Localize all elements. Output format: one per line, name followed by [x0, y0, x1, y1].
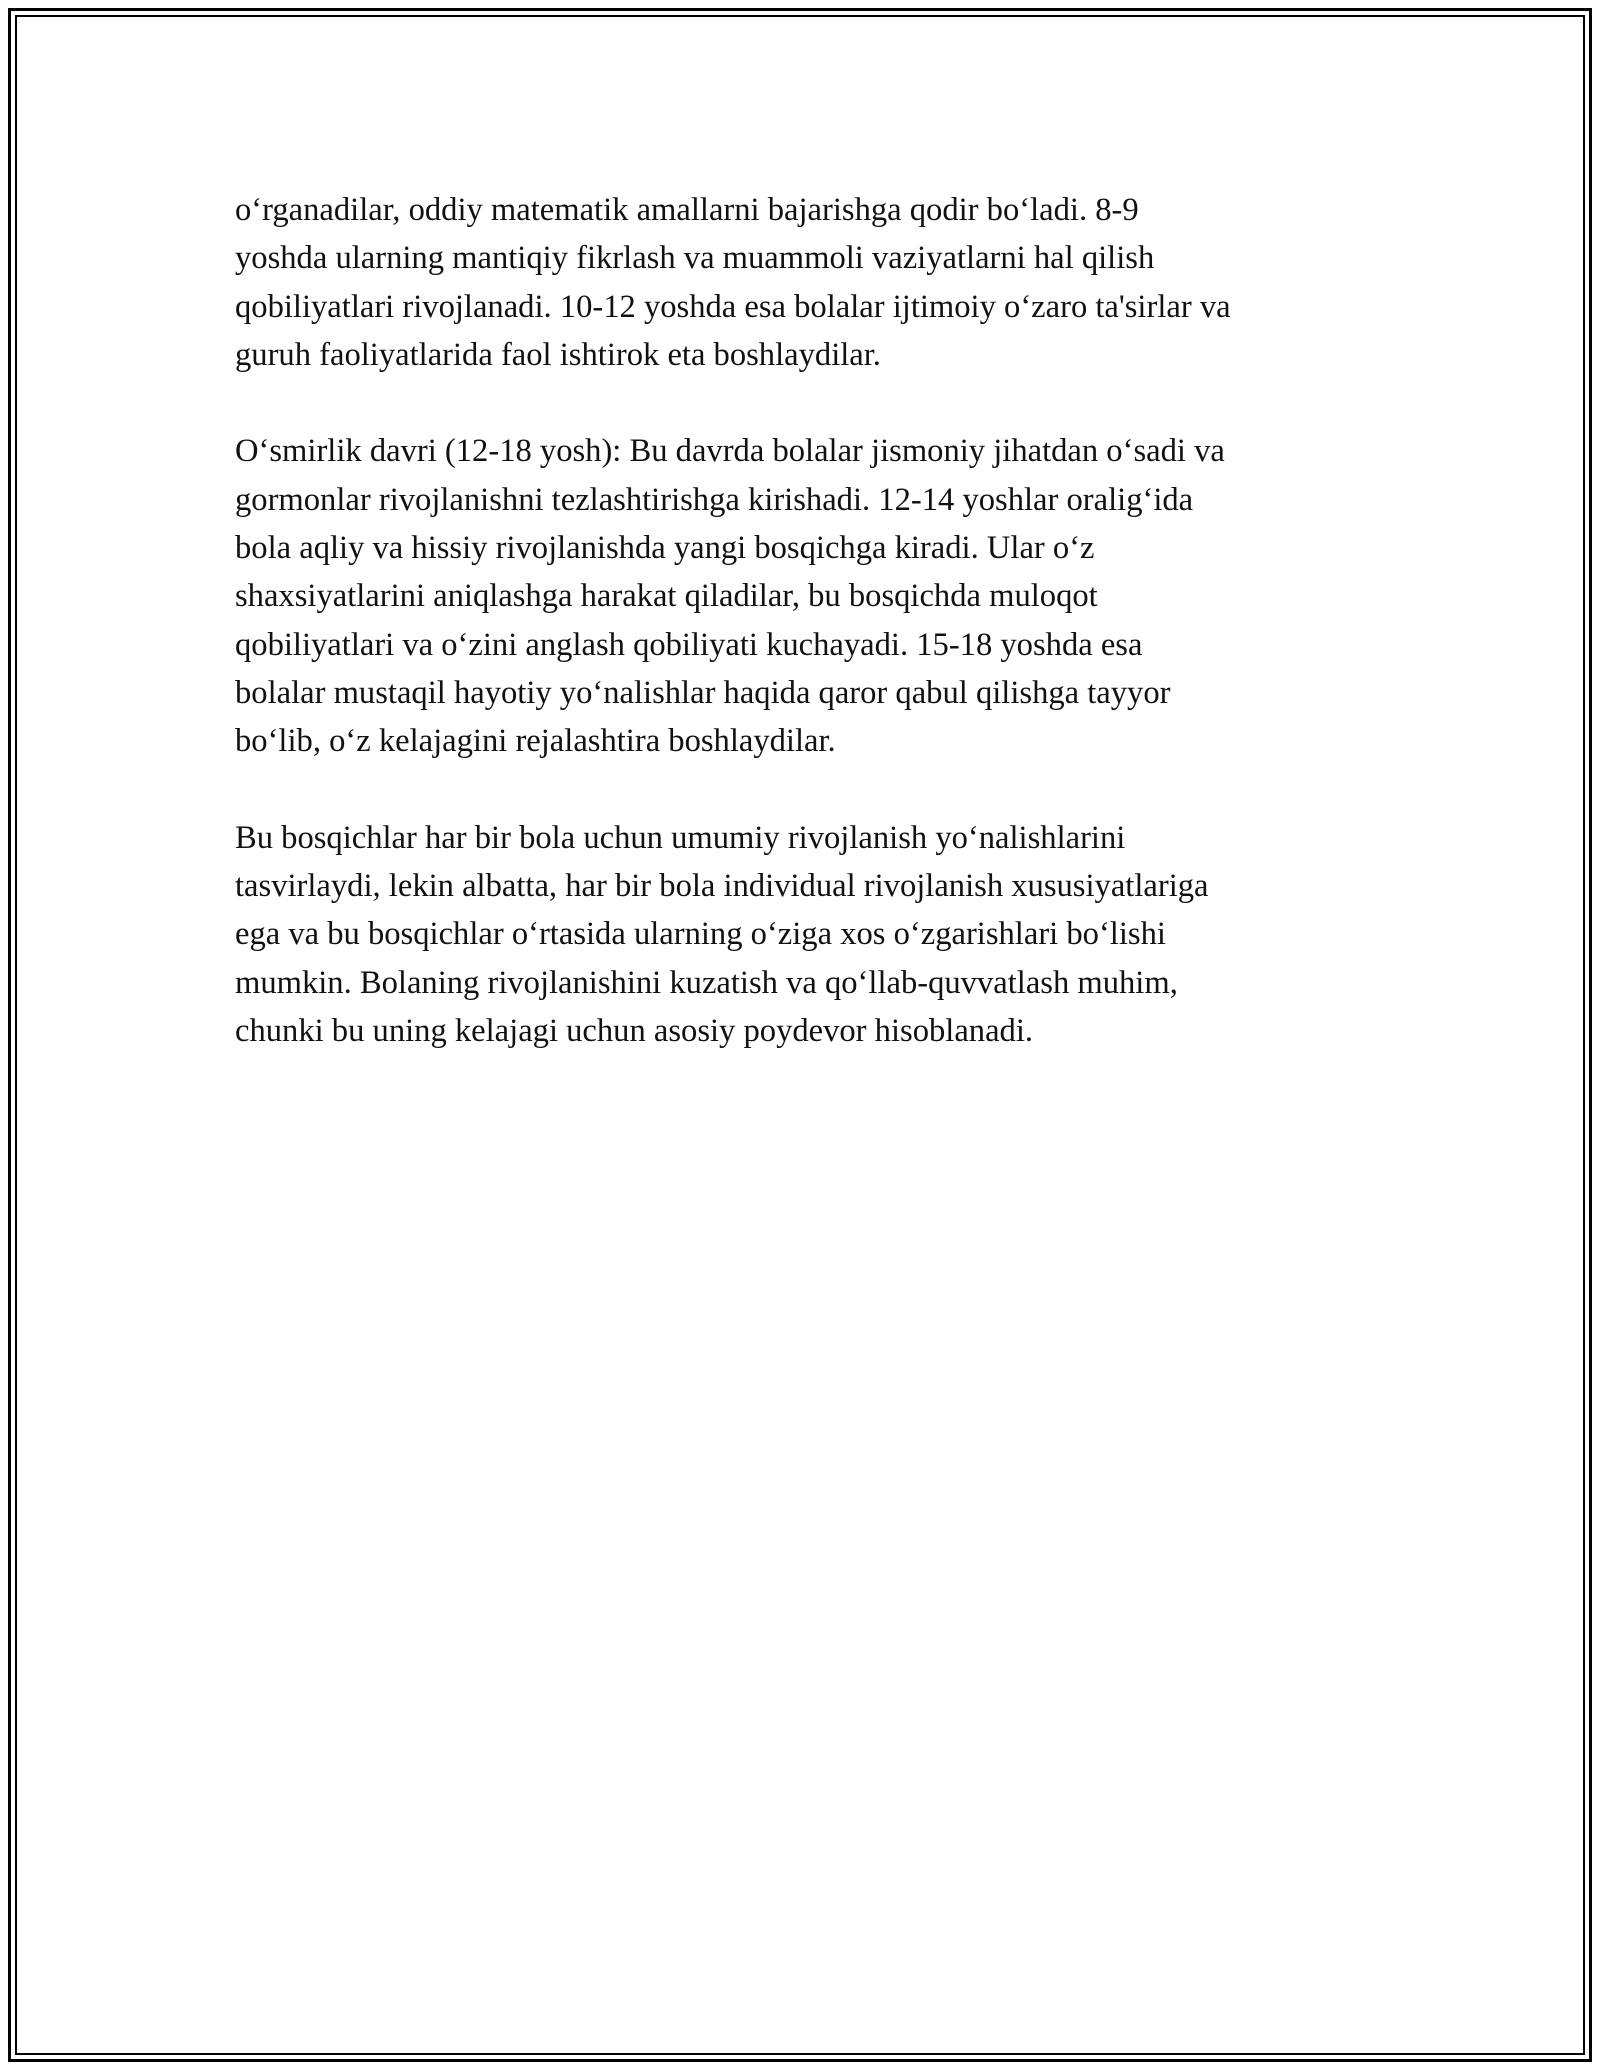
text-line: tasvirlaydi, lekin albatta, har bir bola individual rivojlanish xususiyatlariga [235, 868, 1209, 905]
text-line: yoshda ularning mantiqiy fikrlash va muammoli vaziyatlarni hal qilish [235, 240, 1155, 277]
text-line: O‘smirlik davri (12-18 yosh): Bu davrda bolalar jismoniy jihatdan o‘sadi va [235, 433, 1225, 470]
document-body [235, 186, 1375, 1104]
text-line: bo‘lib, o‘z kelajagini rejalashtira boshlaydilar. [235, 723, 836, 760]
paragraph-2 [235, 427, 1375, 765]
paragraph-3 [235, 814, 1375, 1055]
text-line: bola aqliy va hissiy rivojlanishda yangi bosqichga kiradi. Ular o‘z [235, 530, 1095, 567]
text-line: bolalar mustaqil hayotiy yo‘nalishlar haqida qaror qabul qilishga tayyor [235, 674, 1171, 711]
text-line: guruh faoliyatlarida faol ishtirok eta boshlaydilar. [235, 336, 881, 373]
text-line: qobiliyatlari va o‘zini anglash qobiliyati kuchayadi. 15-18 yoshda esa [235, 626, 1143, 663]
text-line: chunki bu uning kelajagi uchun asosiy poydevor hisoblanadi. [235, 1013, 1034, 1050]
text-line: shaxsiyatlarini aniqlashga harakat qiladilar, bu bosqichda muloqot [235, 578, 1098, 615]
text-line: ega va bu bosqichlar o‘rtasida ularning o‘ziga xos o‘zgarishlari bo‘lishi [235, 916, 1166, 953]
text-line: gormonlar rivojlanishni tezlashtirishga kirishadi. 12-14 yoshlar oralig‘ida [235, 481, 1194, 518]
text-line: Bu bosqichlar har bir bola uchun umumiy rivojlanish yo‘nalishlarini [235, 819, 1126, 856]
text-line: qobiliyatlari rivojlanadi. 10-12 yoshda esa bolalar ijtimoiy o‘zaro ta'sirlar va [235, 288, 1231, 325]
text-line: o‘rganadilar, oddiy matematik amallarni bajarishga qodir bo‘ladi. 8-9 [235, 192, 1139, 228]
paragraph-1 [235, 186, 1375, 379]
text-line: mumkin. Bolaning rivojlanishini kuzatish va qo‘llab-quvvatlash muhim, [235, 964, 1178, 1001]
